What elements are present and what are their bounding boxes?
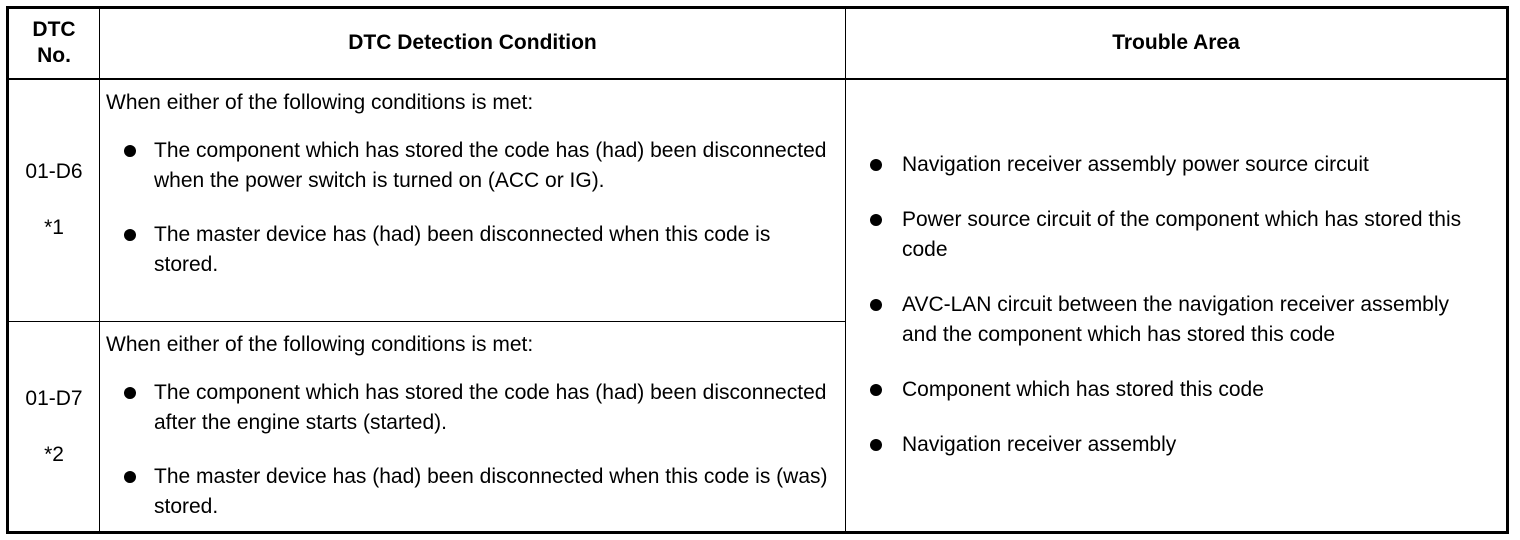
list-item <box>106 136 837 196</box>
list-item <box>870 375 1486 405</box>
bullet-icon <box>124 471 136 483</box>
trouble-area-text: Power source circuit of the component which has stored this code <box>902 208 1462 262</box>
condition-text: The component which has stored the code has (had) been disconnected after the engine starts (started). <box>154 381 827 434</box>
list-item <box>106 220 837 280</box>
dtc-table <box>6 6 1509 534</box>
trouble-area-cell <box>846 79 1508 533</box>
header-dtc-no <box>8 8 100 79</box>
bullet-icon <box>870 384 882 396</box>
dtc-code-cell <box>8 79 100 322</box>
header-trouble-area: Trouble Area <box>846 8 1508 79</box>
condition-text: The master device has (had) been disconnected when this code is (was) stored. <box>154 465 828 518</box>
bullet-icon <box>870 299 882 311</box>
detection-condition-cell <box>100 79 846 322</box>
bullet-icon <box>870 214 882 226</box>
condition-list <box>106 136 837 280</box>
bullet-icon <box>870 159 882 171</box>
list-item <box>870 430 1486 460</box>
trouble-area-list <box>870 150 1486 460</box>
table-header-row <box>8 8 1508 79</box>
bullet-icon <box>124 229 136 241</box>
condition-lead: When either of the following conditions is met: <box>106 333 534 356</box>
list-item <box>870 150 1486 180</box>
header-detection-condition: DTC Detection Condition <box>100 8 846 79</box>
trouble-area-text: Component which has stored this code <box>902 378 1264 402</box>
bullet-icon <box>124 387 136 399</box>
condition-list <box>106 378 837 522</box>
table-row <box>8 79 1508 322</box>
dtc-code-cell <box>8 322 100 533</box>
list-item <box>106 378 837 438</box>
condition-lead: When either of the following conditions is met: <box>106 90 534 114</box>
trouble-area-text: Navigation receiver assembly power source circuit <box>902 153 1369 177</box>
condition-text: The master device has (had) been disconnected when this code is stored. <box>154 222 771 276</box>
dtc-note: *1 <box>44 216 64 240</box>
trouble-area-text: Navigation receiver assembly <box>902 433 1177 457</box>
dtc-code: 01-D6 <box>25 160 83 184</box>
trouble-area-text: AVC-LAN circuit between the navigation receiver assembly and the component which has stored this code <box>902 293 1450 347</box>
list-item <box>870 205 1486 265</box>
detection-condition-cell <box>100 322 846 533</box>
bullet-icon <box>124 145 136 157</box>
list-item <box>870 290 1486 350</box>
condition-text: The component which has stored the code has (had) been disconnected when the power switch is turned on (ACC or IG). <box>154 138 827 192</box>
dtc-note: *2 <box>44 442 64 466</box>
dtc-code: 01-D7 <box>25 386 83 410</box>
list-item <box>106 462 837 522</box>
bullet-icon <box>870 439 882 451</box>
header-dtc-no-label: DTC No. <box>32 18 76 68</box>
